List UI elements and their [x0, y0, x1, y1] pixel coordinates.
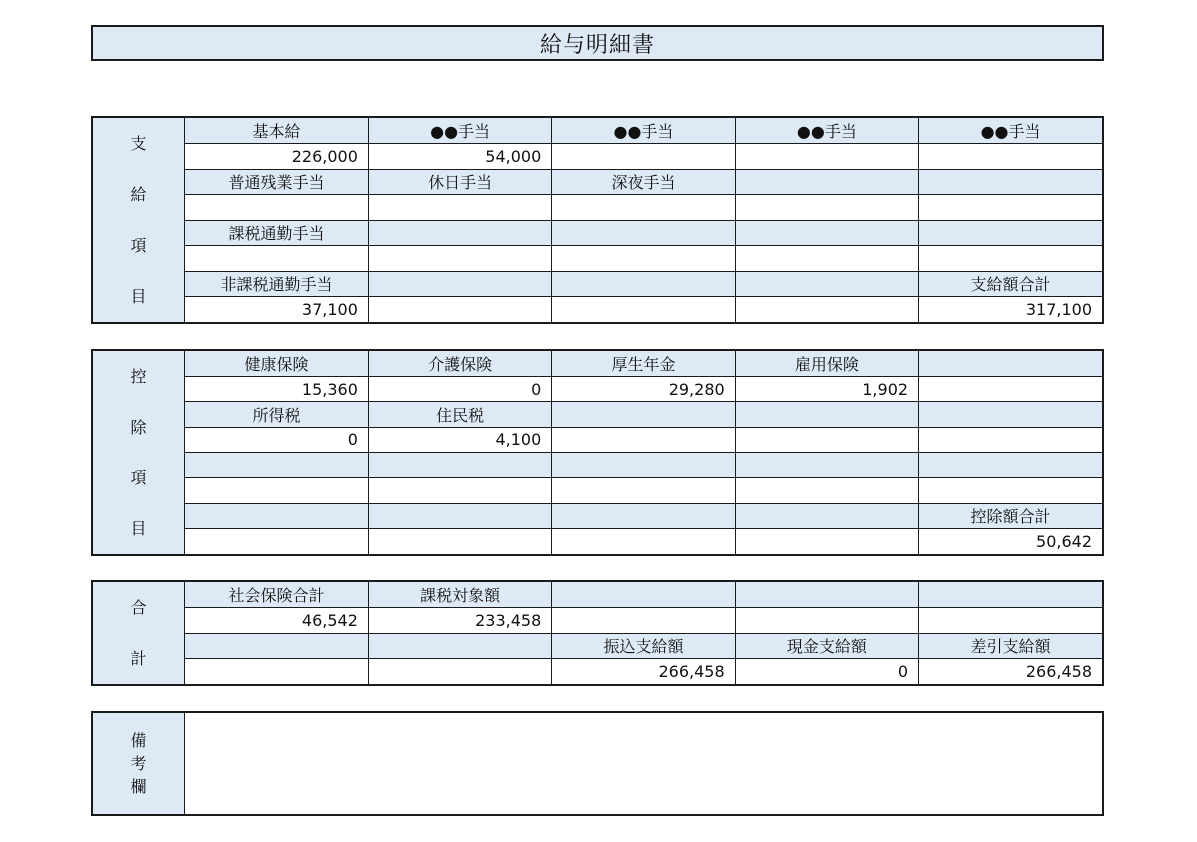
- item-label-cell: [368, 633, 551, 659]
- amount-cell: [552, 195, 735, 221]
- remarks-section: [91, 711, 1104, 816]
- amount-cell: 1,902: [735, 376, 918, 401]
- amount-cell: [919, 246, 1102, 272]
- item-label-cell: [185, 503, 368, 528]
- amount-cell: 0: [735, 659, 918, 685]
- item-label-cell: [735, 582, 918, 608]
- amount-cell: [735, 297, 918, 323]
- label-row: [185, 503, 1102, 528]
- side-char: 項: [130, 468, 147, 488]
- side-char: 除: [130, 417, 147, 437]
- label-row: [185, 402, 1102, 427]
- amount-cell: 0: [185, 427, 368, 452]
- item-label-cell: 基本給: [185, 118, 368, 144]
- label-row: [185, 633, 1102, 659]
- item-label-cell: 住民税: [368, 402, 551, 427]
- payments-table: [185, 118, 1102, 322]
- item-label-cell: [368, 453, 551, 478]
- amount-cell: [185, 659, 368, 685]
- item-label-cell: [552, 220, 735, 246]
- item-label-cell: 課税対象額: [368, 582, 551, 608]
- amount-cell: 226,000: [185, 144, 368, 170]
- label-row: [185, 453, 1102, 478]
- document-title: 給与明細書: [91, 25, 1104, 61]
- payments-section: [91, 116, 1104, 324]
- item-label-cell: 控除額合計: [919, 503, 1102, 528]
- label-row: [185, 582, 1102, 608]
- amount-cell: [919, 427, 1102, 452]
- amount-cell: [368, 195, 551, 221]
- item-label-cell: [552, 271, 735, 297]
- amount-cell: [735, 144, 918, 170]
- amount-cell: [552, 246, 735, 272]
- item-label-cell: [552, 453, 735, 478]
- side-char: 目: [130, 286, 147, 306]
- item-label-cell: [919, 220, 1102, 246]
- amount-cell: [735, 427, 918, 452]
- amount-cell: [919, 376, 1102, 401]
- label-row: [185, 220, 1102, 246]
- totals-section: [91, 580, 1104, 686]
- amount-cell: 29,280: [552, 376, 735, 401]
- amount-cell: [368, 297, 551, 323]
- side-char: 目: [130, 519, 147, 539]
- label-row: [185, 169, 1102, 195]
- remarks-side-label: [93, 713, 185, 814]
- item-label-cell: [735, 453, 918, 478]
- value-row: [185, 478, 1102, 503]
- amount-cell: [552, 478, 735, 503]
- item-label-cell: 普通残業手当: [185, 169, 368, 195]
- amount-cell: [919, 608, 1102, 634]
- item-label-cell: [919, 402, 1102, 427]
- item-label-cell: 雇用保険: [735, 351, 918, 376]
- side-char: 支: [130, 133, 147, 153]
- item-label-cell: ●●手当: [368, 118, 551, 144]
- item-label-cell: [735, 402, 918, 427]
- deductions-side-label: [93, 351, 185, 554]
- amount-cell: [552, 529, 735, 554]
- side-char: 合: [130, 597, 147, 617]
- item-label-cell: ●●手当: [552, 118, 735, 144]
- item-label-cell: [919, 169, 1102, 195]
- item-label-cell: 振込支給額: [552, 633, 735, 659]
- label-row: [185, 351, 1102, 376]
- amount-cell: [368, 529, 551, 554]
- side-char: 計: [130, 648, 147, 668]
- amount-cell: [735, 529, 918, 554]
- item-label-cell: 休日手当: [368, 169, 551, 195]
- value-row: [185, 195, 1102, 221]
- item-label-cell: 課税通勤手当: [185, 220, 368, 246]
- item-label-cell: [552, 402, 735, 427]
- item-label-cell: 健康保険: [185, 351, 368, 376]
- item-label-cell: [735, 220, 918, 246]
- amount-cell: [368, 246, 551, 272]
- value-row: [185, 376, 1102, 401]
- item-label-cell: 深夜手当: [552, 169, 735, 195]
- item-label-cell: [185, 453, 368, 478]
- amount-cell: [919, 144, 1102, 170]
- item-label-cell: [919, 351, 1102, 376]
- value-row: [185, 427, 1102, 452]
- deductions-table: [185, 351, 1102, 554]
- amount-cell: 0: [368, 376, 551, 401]
- side-char: 控: [130, 366, 147, 386]
- amount-cell: [185, 478, 368, 503]
- value-row: [185, 144, 1102, 170]
- amount-cell: 50,642: [919, 529, 1102, 554]
- item-label-cell: 所得税: [185, 402, 368, 427]
- totals-side-label: [93, 582, 185, 684]
- side-char: 備: [130, 730, 147, 750]
- amount-cell: [919, 195, 1102, 221]
- item-label-cell: ●●手当: [919, 118, 1102, 144]
- item-label-cell: 社会保険合計: [185, 582, 368, 608]
- item-label-cell: [735, 271, 918, 297]
- amount-cell: 317,100: [919, 297, 1102, 323]
- amount-cell: 15,360: [185, 376, 368, 401]
- label-row: [185, 118, 1102, 144]
- amount-cell: 37,100: [185, 297, 368, 323]
- item-label-cell: [919, 582, 1102, 608]
- item-label-cell: [919, 453, 1102, 478]
- amount-cell: [552, 608, 735, 634]
- remarks-field[interactable]: [185, 713, 1102, 814]
- amount-cell: 233,458: [368, 608, 551, 634]
- amount-cell: [185, 529, 368, 554]
- side-char: 考: [130, 753, 147, 773]
- item-label-cell: 非課税通勤手当: [185, 271, 368, 297]
- side-char: 項: [130, 235, 147, 255]
- label-row: [185, 271, 1102, 297]
- amount-cell: [735, 246, 918, 272]
- value-row: [185, 608, 1102, 634]
- item-label-cell: 差引支給額: [919, 633, 1102, 659]
- side-char: 給: [130, 184, 147, 204]
- item-label-cell: [735, 503, 918, 528]
- amount-cell: [919, 478, 1102, 503]
- amount-cell: 4,100: [368, 427, 551, 452]
- amount-cell: [368, 478, 551, 503]
- amount-cell: 54,000: [368, 144, 551, 170]
- side-char: 欄: [130, 777, 147, 797]
- deductions-section: [91, 349, 1104, 556]
- item-label-cell: 支給額合計: [919, 271, 1102, 297]
- amount-cell: [735, 608, 918, 634]
- item-label-cell: [552, 503, 735, 528]
- amount-cell: [552, 297, 735, 323]
- item-label-cell: 厚生年金: [552, 351, 735, 376]
- amount-cell: [735, 478, 918, 503]
- amount-cell: [552, 427, 735, 452]
- totals-table: [185, 582, 1102, 684]
- item-label-cell: 介護保険: [368, 351, 551, 376]
- item-label-cell: [368, 503, 551, 528]
- item-label-cell: [368, 271, 551, 297]
- amount-cell: 266,458: [919, 659, 1102, 685]
- item-label-cell: ●●手当: [735, 118, 918, 144]
- item-label-cell: [185, 633, 368, 659]
- item-label-cell: [735, 169, 918, 195]
- amount-cell: [185, 246, 368, 272]
- amount-cell: 46,542: [185, 608, 368, 634]
- amount-cell: 266,458: [552, 659, 735, 685]
- value-row: [185, 246, 1102, 272]
- item-label-cell: [552, 582, 735, 608]
- item-label-cell: [368, 220, 551, 246]
- item-label-cell: 現金支給額: [735, 633, 918, 659]
- value-row: [185, 659, 1102, 685]
- payments-side-label: [93, 118, 185, 322]
- amount-cell: [735, 195, 918, 221]
- amount-cell: [185, 195, 368, 221]
- amount-cell: [368, 659, 551, 685]
- amount-cell: [552, 144, 735, 170]
- value-row: [185, 297, 1102, 323]
- value-row: [185, 529, 1102, 554]
